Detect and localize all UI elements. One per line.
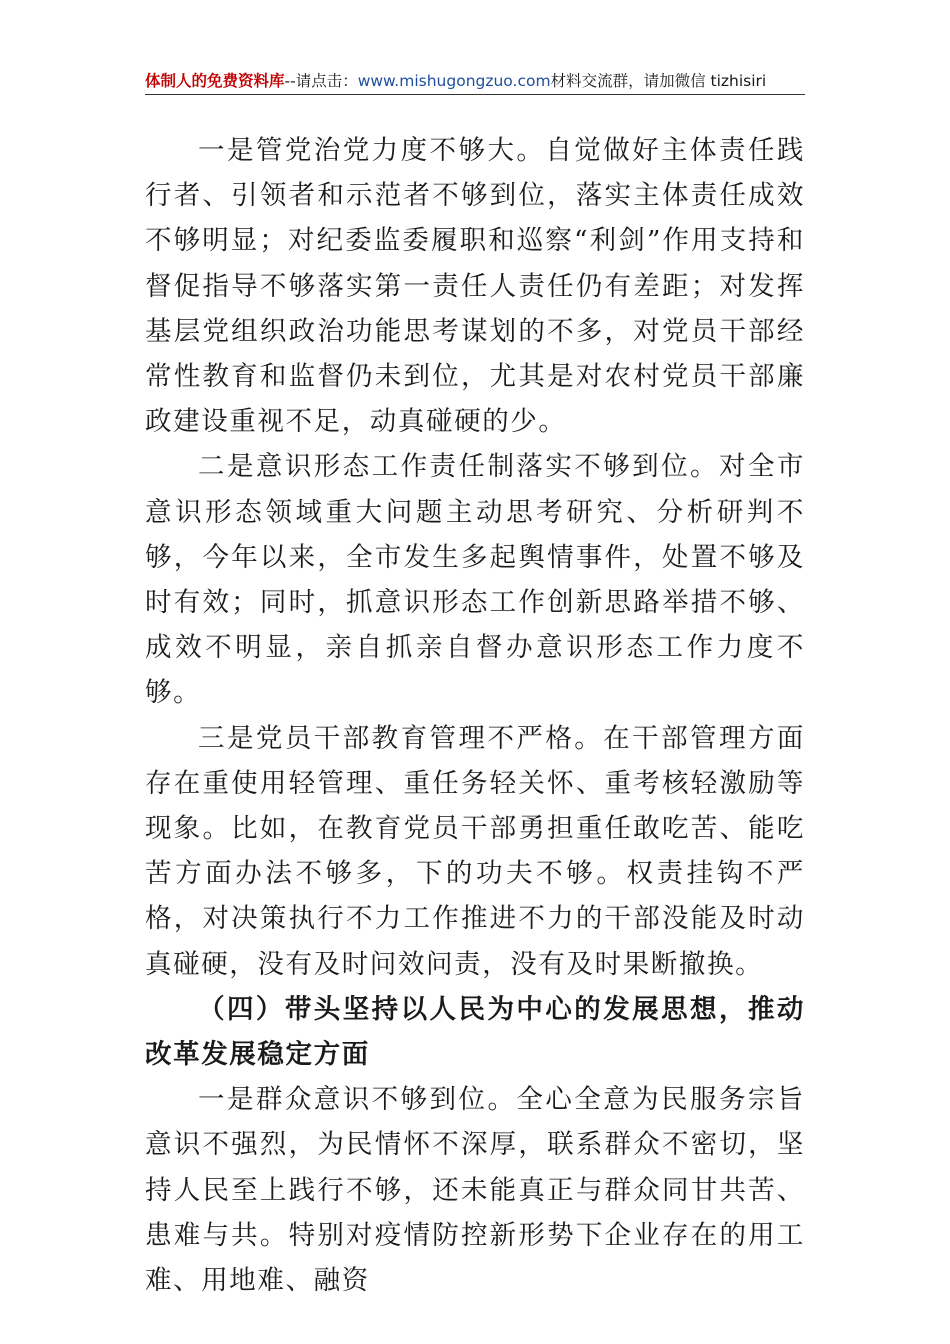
paragraph-1: 一是管党治党力度不够大。自觉做好主体责任践行者、引领者和示范者不够到位，落实主体责任成效不够明显；对纪委监委履职和巡察“利剑”作用支持和督促指导不够落实第一责任人责任仍有差距；对发挥基层党组织政治功能思考谋划的不多，对党员干部经常性教育和监督仍未到位，尤其是对农村党员干部廉政建设重视不足，动真碰硬的少。 (145, 135, 805, 438)
header-divider (145, 94, 805, 95)
paragraph-3: 三是党员干部教育管理不严格。在干部管理方面存在重使用轻管理、重任务轻关怀、重考核轻激励等现象。比如，在教育党员干部勇担重任敢吃苦、能吃苦方面办法不够多，下的功夫不够。权责挂钩不严格，对决策执行不力工作推进不力的干部没能及时动真碰硬，没有及时问效问责，没有及时果断撤换。 (145, 722, 805, 980)
section-heading: （四）带头坚持以人民为中心的发展思想，推动改革发展稳定方面 (145, 993, 805, 1071)
header-url-link[interactable]: www.mishugongzuo.com (357, 72, 551, 90)
header-prompt: --请点击： (284, 72, 358, 90)
header-note: 材料交流群，请加微信 tizhisiri (550, 72, 767, 90)
paragraph-4: 一是群众意识不够到位。全心全意为民服务宗旨意识不强烈，为民情怀不深厚，联系群众不密切，坚持人民至上践行不够，还未能真正与群众同甘共苦、患难与共。特别对疫情防控新形势下企业存在的用工难、用地难、融资 (145, 1084, 805, 1297)
document-body (145, 128, 805, 1303)
header-brand: 体制人的免费资料库 (145, 72, 285, 90)
paragraph-2: 二是意识形态工作责任制落实不够到位。对全市意识形态领域重大问题主动思考研究、分析研判不够，今年以来，全市发生多起舆情事件，处置不够及时有效；同时，抓意识形态工作创新思路举措不够、成效不明显，亲自抓亲自督办意识形态工作力度不够。 (145, 451, 805, 709)
page-header (145, 68, 805, 94)
